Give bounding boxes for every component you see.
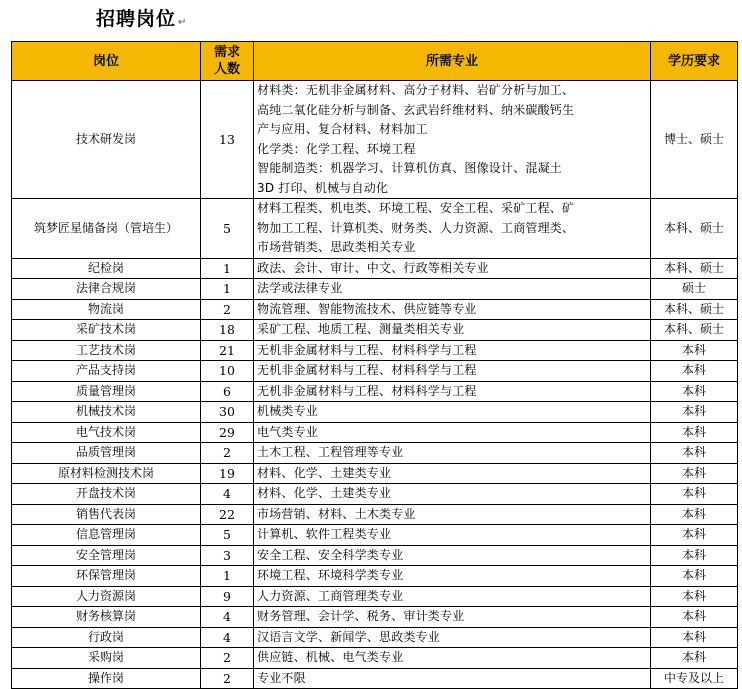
cell-education: 本科: [651, 443, 738, 464]
cell-count: 5: [201, 199, 254, 259]
cell-count: 1: [201, 566, 254, 587]
cell-count: 6: [201, 381, 254, 402]
cell-position: 行政岗: [12, 627, 201, 648]
table-row: [12, 199, 738, 259]
table-row: [12, 279, 738, 300]
major-line: 化学类：化学工程、环境工程: [257, 141, 416, 156]
table-row: [12, 668, 738, 689]
cell-count: 4: [201, 484, 254, 505]
major-line: 政法、会计、审计、中文、行政等相关专业: [257, 260, 489, 275]
cell-education: 本科: [651, 627, 738, 648]
cell-major: [254, 545, 651, 566]
cell-major: [254, 381, 651, 402]
page-title: [96, 4, 187, 31]
cell-major: [254, 668, 651, 689]
major-line: 无机非金属材料与工程、材料科学与工程: [257, 383, 477, 398]
table-row: [12, 443, 738, 464]
cell-education: 本科、硕士: [651, 199, 738, 259]
cell-count: 1: [201, 258, 254, 279]
cell-education: 本科: [651, 504, 738, 525]
table-row: [12, 648, 738, 669]
recruitment-table: [11, 41, 738, 689]
major-line: 采矿工程、地质工程、测量类相关专业: [257, 322, 465, 336]
cell-education: 本科: [651, 340, 738, 361]
cell-position: 品质管理岗: [12, 443, 201, 464]
major-line: 高纯二氧化硅分析与制备、玄武岩纤维材料、纳米碳酸钙生: [257, 102, 575, 117]
major-line: 材料、化学、土建类专业: [257, 465, 392, 480]
cell-count: 2: [201, 299, 254, 320]
cell-major: [254, 586, 651, 607]
table-row: [12, 586, 738, 607]
cell-education: 本科: [651, 607, 738, 628]
cell-education: 本科、硕士: [651, 299, 738, 320]
page-title-text: 招聘岗位: [96, 8, 177, 30]
header-count: [201, 42, 254, 81]
cell-position: 电气技术岗: [12, 422, 201, 443]
major-line: 汉语言文学、新闻学、思政类专业: [257, 629, 441, 644]
major-line: 材料、化学、土建类专业: [257, 486, 392, 500]
cell-count: 9: [201, 586, 254, 607]
cell-major: [254, 299, 651, 320]
cell-education: 本科: [651, 361, 738, 382]
cell-position: 销售代表岗: [12, 504, 201, 525]
table-row: [12, 627, 738, 648]
major-line: 电气类专业: [257, 424, 319, 439]
cell-major: [254, 81, 651, 199]
cell-education: 本科: [651, 402, 738, 423]
cell-major: [254, 504, 651, 525]
major-line: 供应链、机械、电气类专业: [257, 650, 404, 664]
cell-count: 4: [201, 627, 254, 648]
table-row: [12, 484, 738, 505]
major-line: 智能制造类：机器学习、计算机仿真、图像设计、混凝土: [257, 161, 563, 175]
table-row: [12, 566, 738, 587]
cell-major: [254, 648, 651, 669]
major-line: 土木工程、工程管理等专业: [257, 445, 404, 459]
major-line: 3D 打印、机械与自动化: [257, 180, 389, 195]
cell-position: 工艺技术岗: [12, 340, 201, 361]
cell-count: 18: [201, 320, 254, 341]
cell-count: 10: [201, 361, 254, 382]
header-major: 所需专业: [254, 42, 651, 81]
major-line: 市场营销类、思政类相关专业: [257, 240, 416, 254]
table-row: [12, 320, 738, 341]
table-row: [12, 381, 738, 402]
table-row: [12, 525, 738, 546]
major-line: 物加工工程、计算机类、财务类、人力资源、工商管理类、: [257, 220, 575, 235]
cell-count: 5: [201, 525, 254, 546]
major-line: 环境工程、环境科学类专业: [257, 568, 404, 582]
cell-education: 本科: [651, 422, 738, 443]
cell-position: 财务核算岗: [12, 607, 201, 628]
table-row: [12, 607, 738, 628]
cell-position: 信息管理岗: [12, 525, 201, 546]
cell-count: 19: [201, 463, 254, 484]
cell-position: 采矿技术岗: [12, 320, 201, 341]
major-line: 无机非金属材料与工程、材料科学与工程: [257, 342, 477, 357]
table-row: [12, 504, 738, 525]
cell-position: 技术研发岗: [12, 81, 201, 199]
major-line: 财务管理、会计学、税务、审计类专业: [257, 609, 465, 623]
cell-count: 30: [201, 402, 254, 423]
cell-position: 人力资源岗: [12, 586, 201, 607]
cell-major: [254, 402, 651, 423]
table-row: [12, 340, 738, 361]
major-line: 产与应用、复合材料、材料加工: [257, 122, 428, 136]
cell-education: 本科: [651, 381, 738, 402]
cell-major: [254, 627, 651, 648]
cell-position: 物流岗: [12, 299, 201, 320]
cell-major: [254, 199, 651, 259]
cell-position: 开盘技术岗: [12, 484, 201, 505]
cell-major: [254, 566, 651, 587]
cell-education: 本科: [651, 525, 738, 546]
cell-position: 操作岗: [12, 668, 201, 689]
major-line: 计算机、软件工程类专业: [257, 527, 392, 541]
major-line: 机械类专业: [257, 404, 319, 418]
table-row: [12, 361, 738, 382]
table-row: [12, 258, 738, 279]
cell-major: [254, 279, 651, 300]
table-row: [12, 463, 738, 484]
header-education: 学历要求: [651, 42, 738, 81]
cell-count: 2: [201, 648, 254, 669]
table-row: [12, 402, 738, 423]
cell-position: 安全管理岗: [12, 545, 201, 566]
cell-education: 本科: [651, 545, 738, 566]
paragraph-mark-icon: ↵: [178, 17, 188, 28]
cell-count: 22: [201, 504, 254, 525]
table-header-row: [12, 42, 738, 81]
major-line: 物流管理、智能物流技术、供应链等专业: [257, 301, 477, 316]
cell-education: 硕士: [651, 279, 738, 300]
major-line: 安全工程、安全科学类专业: [257, 547, 404, 562]
table-row: [12, 545, 738, 566]
cell-position: 产品支持岗: [12, 361, 201, 382]
cell-major: [254, 525, 651, 546]
cell-position: 法律合规岗: [12, 279, 201, 300]
cell-position: 机械技术岗: [12, 402, 201, 423]
major-line: 材料类：无机非金属材料、高分子材料、岩矿分析与加工、: [257, 83, 575, 97]
major-line: 人力资源、工商管理类专业: [257, 588, 404, 603]
cell-education: 本科: [651, 566, 738, 587]
table-body: [12, 81, 738, 689]
cell-count: 29: [201, 422, 254, 443]
cell-education: 本科: [651, 484, 738, 505]
cell-count: 4: [201, 607, 254, 628]
cell-count: 1: [201, 279, 254, 300]
cell-education: 本科、硕士: [651, 320, 738, 341]
major-line: 材料工程类、机电类、环境工程、安全工程、采矿工程、矿: [257, 201, 575, 215]
cell-education: 本科、硕士: [651, 258, 738, 279]
cell-count: 13: [201, 81, 254, 199]
cell-education: 本科: [651, 463, 738, 484]
cell-major: [254, 258, 651, 279]
major-line: 市场营销、材料、土木类专业: [257, 506, 416, 521]
cell-major: [254, 443, 651, 464]
cell-major: [254, 320, 651, 341]
cell-position: 环保管理岗: [12, 566, 201, 587]
cell-education: 博士、硕士: [651, 81, 738, 199]
cell-major: [254, 484, 651, 505]
table-row: [12, 422, 738, 443]
cell-position: 原材料检测技术岗: [12, 463, 201, 484]
cell-education: 本科: [651, 586, 738, 607]
major-line: 法学或法律专业: [257, 281, 343, 295]
cell-education: 中专及以上: [651, 668, 738, 689]
cell-position: 采购岗: [12, 648, 201, 669]
cell-position: 筑梦匠星储备岗（管培生）: [12, 199, 201, 259]
cell-major: [254, 340, 651, 361]
cell-major: [254, 422, 651, 443]
header-count-label: 需求人数: [213, 45, 240, 77]
table-row: [12, 299, 738, 320]
cell-count: 2: [201, 443, 254, 464]
header-position: 岗位: [12, 42, 201, 81]
table-row: [12, 81, 738, 199]
cell-major: [254, 607, 651, 628]
cell-major: [254, 463, 651, 484]
cell-count: 21: [201, 340, 254, 361]
major-line: 无机非金属材料与工程、材料科学与工程: [257, 363, 477, 377]
cell-education: 本科: [651, 648, 738, 669]
cell-position: 质量管理岗: [12, 381, 201, 402]
cell-major: [254, 361, 651, 382]
major-line: 专业不限: [257, 670, 306, 685]
cell-position: 纪检岗: [12, 258, 201, 279]
cell-count: 3: [201, 545, 254, 566]
cell-count: 2: [201, 668, 254, 689]
